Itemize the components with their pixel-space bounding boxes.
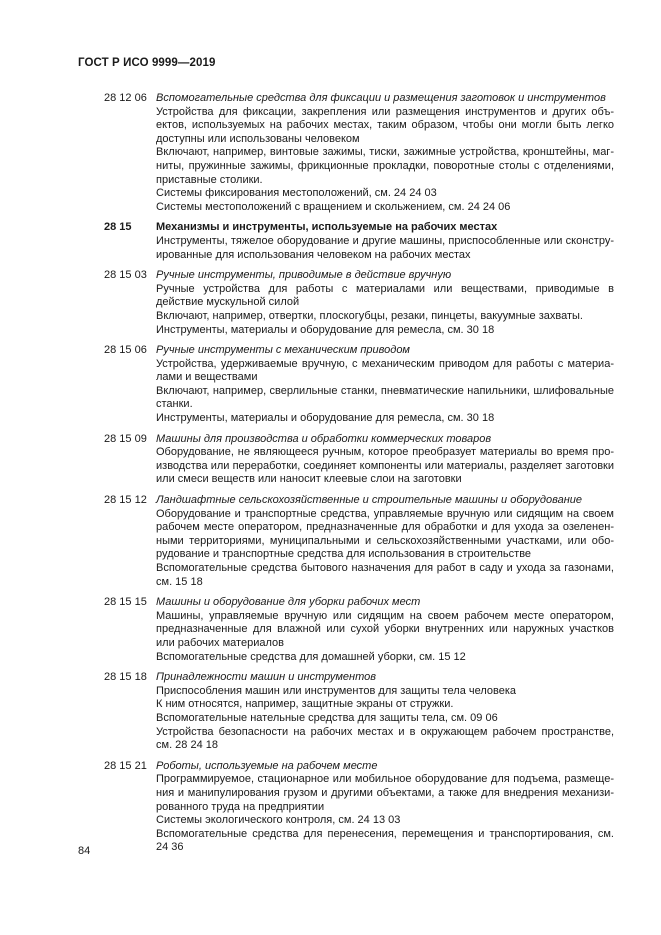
entry-code: 28 12 06 <box>104 92 147 104</box>
entry-code: 28 15 06 <box>104 344 147 357</box>
entry-title: Ручные инструменты, приводимые в действие вручную <box>156 269 452 282</box>
entry-title: Ручные инструменты с механическим приводом <box>156 344 410 357</box>
entry-paragraph: Вспомогательные средства для перенесения, перемещения и транспортирования, см. 24 36 <box>156 827 614 854</box>
entry-title: Ландшафтные сельскохозяйственные и строительные машины и оборудование <box>156 494 583 507</box>
entry-heading <box>104 494 614 508</box>
entry-description <box>156 508 614 590</box>
entry-paragraph: Оборудование и транспортные средства, управляемые вручную или сидящим на своем рабочем месте оператором, предназначенные для обработки и для ухода за озелененными территориями, муниципальными и сельскохозяйственными участками, или оборудование и транспортные средства для использования в строительстве <box>156 507 614 561</box>
entry-heading <box>104 221 614 235</box>
document-header: ГОСТ Р ИСО 9999—2019 <box>78 57 216 69</box>
entry-paragraph: Устройства, удерживаемые вручную, с механическим приводом для работы с материалами и веществами <box>156 357 614 384</box>
entry-description <box>156 358 614 426</box>
classification-entry <box>104 344 614 426</box>
entry-code: 28 15 <box>104 221 132 234</box>
page-number: 84 <box>78 845 91 857</box>
entry-paragraph: Устройства безопасности на рабочих местах и в окружающем рабочем пространстве, см. 28 24 18 <box>156 725 614 752</box>
entry-paragraph: Вспомогательные средства для домашней уборки, см. 15 12 <box>156 650 466 663</box>
entry-paragraph: Ручные устройства для работы с материалами или веществами, приводимые в действие мускульной силой <box>156 282 614 309</box>
entry-code: 28 15 03 <box>104 269 147 282</box>
classification-entry <box>104 671 614 753</box>
entry-heading <box>104 92 614 106</box>
classification-entry <box>104 596 614 664</box>
entry-paragraph: Инструменты, материалы и оборудование для ремесла, см. 30 18 <box>156 412 495 425</box>
entry-code: 28 15 09 <box>104 432 147 445</box>
entry-heading <box>104 596 614 610</box>
entry-title: Машины и оборудование для уборки рабочих мест <box>156 596 421 609</box>
classification-entry <box>104 269 614 337</box>
entry-description <box>156 283 614 337</box>
entry-paragraph: Вспомогательные нательные средства для защиты тела, см. 09 06 <box>156 711 498 724</box>
entry-paragraph: Инструменты, тяжелое оборудование и другие машины, приспособленные или сконструированные для использования человеком на рабочих местах <box>156 234 614 261</box>
entry-paragraph: Включают, например, винтовые зажимы, тиски, зажимные устройства, кронштейны, магниты, пружинные зажимы, фрикционные прокладки, поворотные столы с отделениями, приставные столики. <box>156 146 614 186</box>
entry-paragraph: Программируемое, стационарное или мобильное оборудование для подъема, размещения и манипулирования грузом и другими объектами, а также для внедрения механизированного труда на предприятии <box>156 773 614 813</box>
entry-title: Принадлежности машин и инструментов <box>156 671 376 684</box>
entry-heading <box>104 269 614 283</box>
entry-paragraph: Устройства для фиксации, закрепления или размещения инструментов и других объектов, используемых на рабочих местах, таким образом, чтобы они могли быть легко доступны или использованы человеком <box>156 105 614 145</box>
entry-paragraph: К ним относятся, например, защитные экраны от стружки. <box>156 698 454 711</box>
entry-paragraph: Оборудование, не являющееся ручным, которое преобразует материалы во время производства или переработки, соединяет компоненты или материалы, разделяет заготовки или смеси веществ или наносит клеевые слои на заготовки <box>156 446 614 486</box>
entry-title: Машины для производства и обработки коммерческих товаров <box>156 432 492 445</box>
entry-paragraph: Вспомогательные средства бытового назначения для работ в саду и ухода за газонами, см. 15 18 <box>156 562 614 588</box>
entry-paragraph: Инструменты, материалы и оборудование для ремесла, см. 30 18 <box>156 323 495 336</box>
entry-description <box>156 446 614 487</box>
entry-title: Механизмы и инструменты, используемые на рабочих местах <box>156 221 498 234</box>
entry-code: 28 15 12 <box>104 494 147 507</box>
entry-code: 28 15 15 <box>104 596 147 609</box>
entry-heading <box>104 433 614 447</box>
entry-description <box>156 610 614 664</box>
entry-code: 28 15 21 <box>104 759 147 772</box>
classification-entry <box>104 221 614 262</box>
entry-paragraph: Машины, управляемые вручную или сидящим на своем рабочем месте оператором, предназначенные для влажной или сухой уборки внутренних или наружных участков или рабочих материалов <box>156 609 614 649</box>
entry-title: Роботы, используемые на рабочем месте <box>156 759 378 772</box>
entry-code: 28 15 18 <box>104 671 147 684</box>
entry-heading <box>104 344 614 358</box>
classification-list <box>104 92 614 862</box>
entry-description <box>156 106 614 215</box>
entry-title: Вспомогательные средства для фиксации и размещения заготовок и инструментов <box>156 92 606 104</box>
classification-entry <box>104 92 614 214</box>
entry-paragraph: Системы экологического контроля, см. 24 13 03 <box>156 814 401 827</box>
entry-paragraph: Системы фиксирования местоположений, см. 24 24 03 <box>156 187 437 200</box>
classification-entry <box>104 760 614 855</box>
entry-paragraph: Приспособления машин или инструментов для защиты тела человека <box>156 684 517 697</box>
classification-entry <box>104 494 614 589</box>
entry-heading <box>104 671 614 685</box>
entry-paragraph: Системы местоположений с вращением и скольжением, см. 24 24 06 <box>156 200 511 213</box>
entry-paragraph: Включают, например, отвертки, плоскогубцы, резаки, пинцеты, вакуумные захваты. <box>156 309 583 322</box>
entry-paragraph: Включают, например, сверлильные станки, пневматические напильники, шлифовальные станки. <box>156 384 614 411</box>
entry-description <box>156 773 614 855</box>
classification-entry <box>104 433 614 487</box>
entry-heading <box>104 760 614 774</box>
entry-description <box>156 235 614 262</box>
entry-description <box>156 685 614 753</box>
